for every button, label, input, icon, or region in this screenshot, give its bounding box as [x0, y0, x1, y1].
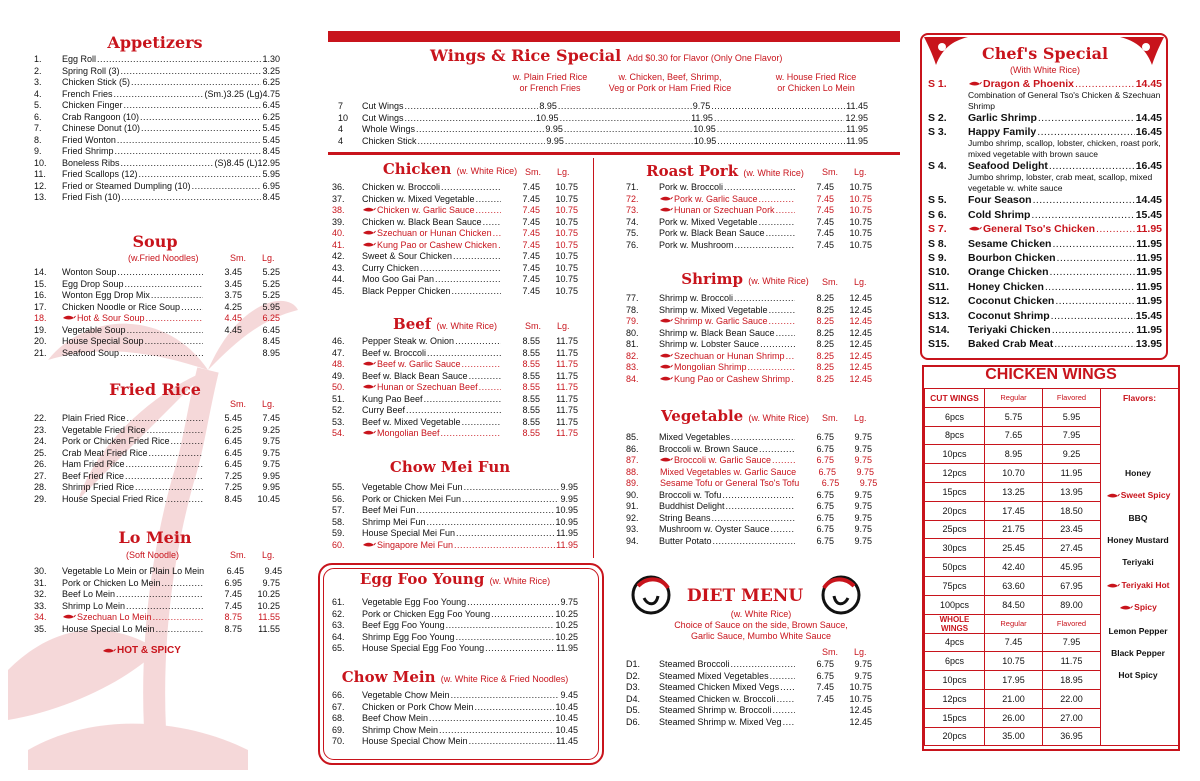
menu-item: 3. Chicken Stick (5) ..... 6.25: [34, 77, 280, 89]
wings-row: 4pcs 7.45 7.95: [925, 633, 1179, 652]
menu-item: 70. House Special Chow Mein ..... 11.45: [332, 736, 578, 748]
hot-pepper-icon: [659, 375, 673, 382]
menu-item: 67. Chicken or Pork Chow Mein ..... 10.45: [332, 702, 578, 714]
chow-mein-title: Chow Mein (w. White Rice & Fried Noodles): [341, 668, 569, 686]
hot-pepper-icon: [659, 206, 673, 213]
menu-item: 94. Butter Potato ..... 6.75 9.75: [626, 536, 872, 548]
wings-row: 20pcs 35.00 36.95: [925, 727, 1179, 746]
menu-item: 10 Cut Wings ..... 10.95 ..... 11.95 ..... 12.95: [338, 113, 868, 125]
chef-item-desc: Jumbo shrimp, scallop, lobster, chicken, roast pork, mixed vegetable with brown sauce: [968, 138, 1161, 159]
right-panel: [910, 0, 1200, 781]
menu-item: 89. Sesame Tofu or General Tso's Tofu 6.75 9.75: [626, 478, 878, 488]
menu-item: 58. Shrimp Mei Fun ..... 10.95: [332, 517, 578, 529]
chef-item: S 8. Sesame Chicken ..... 11.95: [928, 238, 1162, 250]
menu-item: 2. Spring Roll (3) ..... 3.25: [34, 66, 280, 78]
menu-item: 51. Kung Pao Beef ..... 8.55 11.75: [332, 394, 578, 406]
menu-item: 35. House Special Lo Mein ..... 8.75 11.55: [34, 624, 280, 636]
chicken-sm-label: Sm.: [525, 167, 542, 177]
menu-item: 79. Shrimp w. Garlic Sauce ..... 8.25 12.45: [626, 316, 872, 328]
menu-item: 40. Szechuan or Hunan Chicken ..... 7.45 10.75: [332, 228, 578, 240]
chicken-wings-title: CHICKEN WINGS: [985, 366, 1117, 383]
menu-item: 52. Curry Beef ..... 8.55 11.75: [332, 405, 578, 417]
column-divider: [593, 158, 594, 558]
menu-item: 46. Pepper Steak w. Onion ..... 8.55 11.75: [332, 336, 578, 348]
wings-row: 25pcs 21.75 23.45: [925, 520, 1179, 539]
fried_rice-lg-label: Lg.: [262, 399, 275, 409]
menu-item: 20. House Special Soup ..... 8.45: [34, 336, 280, 348]
flavored-label: Flavored: [1043, 614, 1101, 633]
chef-item: S14. Teriyaki Chicken ..... 11.95: [928, 324, 1162, 336]
menu-item: 12. Fried or Steamed Dumpling (10) ..... 6.95: [34, 181, 280, 193]
menu-item: 78. Shrimp w. Mixed Vegetable ..... 8.25 12.45: [626, 305, 872, 317]
hot-pepper-icon: [659, 195, 673, 202]
wings-row: 8pcs 7.65 7.95: [925, 426, 1179, 445]
menu-item: 32. Beef Lo Mein ..... 7.45 10.25: [34, 589, 280, 601]
cut-wings-label: CUT WINGS: [925, 389, 985, 408]
menu-item: 11. Fried Scallops (12) ..... 5.95: [34, 169, 280, 181]
soup-title: Soup: [132, 232, 178, 251]
menu-item: 90. Broccoli w. Tofu ..... 6.75 9.75: [626, 490, 872, 502]
menu-item: 85. Mixed Vegetables ..... 6.75 9.75: [626, 432, 872, 444]
menu-item: 75. Pork w. Black Bean Sauce ..... 7.45 10.75: [626, 228, 872, 240]
menu-item: 81. Shrimp w. Lobster Sauce ..... 8.25 12.45: [626, 339, 872, 351]
menu-item: 33. Shrimp Lo Mein ..... 7.45 10.25: [34, 601, 280, 613]
menu-item: 65. House Special Egg Foo Young ..... 11.95: [332, 643, 578, 655]
flavor-item: Lemon Pepper: [1108, 626, 1168, 636]
menu-item: 7. Chinese Donut (10) ..... 5.45: [34, 123, 280, 135]
menu-item: 26. Ham Fried Rice ..... 6.45 9.75: [34, 459, 280, 471]
menu-item: 68. Beef Chow Mein ..... 10.45: [332, 713, 578, 725]
regular-label: Regular: [985, 389, 1043, 408]
menu-item: 93. Mushroom w. Oyster Sauce ..... 6.75 9.75: [626, 524, 872, 536]
chef-item: S10. Orange Chicken ..... 11.95: [928, 266, 1162, 278]
chef-item: S 1. Dragon & Phoenix ..... 14.45 Combination of General Tso's Chicken & Szechuan Shrimp: [928, 78, 1162, 111]
left-panel: [0, 0, 300, 781]
shrimp-title: Shrimp (w. White Rice): [681, 270, 809, 288]
hot-pepper-icon: [362, 360, 376, 367]
menu-item: 83. Mongolian Shrimp ..... 8.25 12.45: [626, 362, 872, 374]
menu-item: 36. Chicken w. Broccoli ..... 7.45 10.75: [332, 182, 578, 194]
menu-item: D4. Steamed Chicken w. Broccoli ..... 7.45 10.75: [626, 694, 872, 706]
flavor-item: Spicy: [1098, 602, 1178, 612]
menu-item: 28. Shrimp Fried Rice ..... 7.25 9.95: [34, 482, 280, 494]
hot-pepper-icon: [362, 541, 376, 548]
chef-item: S 5. Four Season ..... 14.45: [928, 194, 1162, 206]
menu-item: 14. Wonton Soup ..... 3.45 5.25: [34, 267, 280, 279]
menu-item: 6. Crab Rangoon (10) ..... 6.25: [34, 112, 280, 124]
menu-item: 1. Egg Roll ..... 1.30: [34, 54, 280, 66]
wings-row: 20pcs 17.45 18.50: [925, 501, 1179, 520]
roast_pork-sm-label: Sm.: [822, 167, 839, 177]
chef-item-desc: Jumbo shrimp, lobster, crab meat, scallop, mixed vegetable w. white sauce: [968, 172, 1153, 193]
hot-pepper-icon: [659, 363, 673, 370]
wings-row: 6pcs 5.75 5.95: [925, 407, 1179, 426]
wings-row: 30pcs 25.45 27.45: [925, 539, 1179, 558]
menu-item: 37. Chicken w. Mixed Vegetable ..... 7.45 10.75: [332, 194, 578, 206]
vegetable-list: [626, 432, 878, 547]
wings-row: 100pcs 84.50 89.00: [925, 595, 1179, 614]
menu-item: 84. Kung Pao or Cashew Shrimp ..... 8.25 12.45: [626, 374, 872, 386]
menu-item: 17. Chicken Noodle or Rice Soup ..... 4.25 5.95: [34, 302, 280, 314]
wings-rice-title: Wings & Rice Special Add $0.30 for Flavor (Only One Flavor): [430, 46, 783, 65]
flavor-item: BBQ: [1128, 513, 1148, 523]
regular-label: Regular: [985, 614, 1043, 633]
vegetable-title: Vegetable (w. White Rice): [661, 407, 809, 425]
menu-item: D6. Steamed Shrimp w. Mixed Veg ..... 12.45: [626, 717, 872, 729]
menu-item: 69. Shrimp Chow Mein ..... 10.45: [332, 725, 578, 737]
menu-item: 77. Shrimp w. Broccoli ..... 8.25 12.45: [626, 293, 872, 305]
soup-lg-label: Lg.: [262, 253, 275, 263]
menu-item: D3. Steamed Chicken Mixed Vegs ..... 7.45 10.75: [626, 682, 872, 694]
wings-row: 6pcs 10.75 11.75: [925, 652, 1179, 671]
menu-item: 30. Vegetable Lo Mein or Plain Lo Mein 6.45 9.45: [34, 566, 283, 576]
hot-pepper-icon: [362, 383, 376, 390]
fried_rice-list: [34, 413, 280, 505]
chefs-special-title: Chef's Special: [981, 44, 1109, 63]
chef-item: S 3. Happy Family ..... 16.45 Jumbo shrimp, scallop, lobster, chicken, roast pork, mixed vegetable with brown sauce: [928, 126, 1162, 159]
wings-row: 10pcs 8.95 9.25: [925, 445, 1179, 464]
menu-item: 23. Vegetable Fried Rice ..... 6.25 9.25: [34, 425, 280, 437]
menu-item: 24. Pork or Chicken Fried Rice ..... 6.45 9.75: [34, 436, 280, 448]
chow-mei-fun-title: Chow Mei Fun: [389, 458, 511, 476]
flavor-item: Honey Mustard: [1107, 535, 1169, 545]
wings-row: 75pcs 63.60 67.95: [925, 576, 1179, 595]
diet-desc: Choice of Sauce on the side, Brown Sauce, Garlic Sauce, Mumbo White Sauce: [674, 620, 848, 641]
menu-item: 57. Beef Mei Fun ..... 10.95: [332, 505, 578, 517]
chef-item: S 2. Garlic Shrimp ..... 14.45: [928, 112, 1162, 124]
menu-item: 55. Vegetable Chow Mei Fun ..... 9.95: [332, 482, 578, 494]
hot-pepper-icon: [62, 613, 76, 620]
menu-item: 39. Chicken w. Black Bean Sauce ..... 7.45 10.75: [332, 217, 578, 229]
wings-rice-list: [338, 101, 868, 147]
menu-item: 4 Whole Wings ..... 9.95 ..... 10.95 ..... 11.95: [338, 124, 868, 136]
menu-item: 71. Pork w. Broccoli ..... 7.45 10.75: [626, 182, 872, 194]
menu-item: 15. Egg Drop Soup ..... 3.45 5.25: [34, 279, 280, 291]
menu-item: 31. Pork or Chicken Lo Mein ..... 6.95 9.75: [34, 578, 280, 590]
menu-item: 74. Pork w. Mixed Vegetable ..... 7.45 10.75: [626, 217, 872, 229]
soup-list: [34, 267, 280, 359]
menu-item: 61. Vegetable Egg Foo Young ..... 9.75: [332, 597, 578, 609]
menu-item: 60. Singapore Mei Fun ..... 11.95: [332, 540, 578, 552]
menu-item: 29. House Special Fried Rice ..... 8.45 10.45: [34, 494, 280, 506]
menu-item: 59. House Special Mei Fun ..... 11.95: [332, 528, 578, 540]
menu-item: 7 Cut Wings ..... 8.95 ..... 9.75 ..... 11.45: [338, 101, 868, 113]
menu-item: 34. Szechuan Lo Mein ..... 8.75 11.55: [34, 612, 280, 624]
menu-item: 19. Vegetable Soup ..... 4.45 6.45: [34, 325, 280, 337]
lo_mein-list: [34, 566, 283, 635]
shrimp-sm-label: Sm.: [822, 277, 839, 287]
diet-sm-label: Sm.: [822, 647, 839, 657]
hot-spicy-legend: HOT & SPICY: [102, 645, 181, 656]
menu-item: 45. Black Pepper Chicken ..... 7.45 10.75: [332, 286, 578, 298]
hot-pepper-icon: [362, 241, 376, 248]
menu-item: D1. Steamed Broccoli ..... 6.75 9.75: [626, 659, 872, 671]
shrimp-list: [626, 293, 872, 385]
wr-col3-header: w. House Fried Rice or Chicken Lo Mein: [775, 72, 857, 93]
wings-table: [924, 388, 1179, 746]
wings-row: 15pcs 26.00 27.00: [925, 708, 1179, 727]
menu-item: 86. Broccoli w. Brown Sauce ..... 6.75 9.75: [626, 444, 872, 456]
beef-list: [332, 336, 578, 440]
menu-item: 44. Moo Goo Gai Pan ..... 7.45 10.75: [332, 274, 578, 286]
menu-item: 88. Mixed Vegetables w. Garlic Sauce 6.75 9.75: [626, 466, 875, 477]
lo_mein-lg-label: Lg.: [262, 550, 275, 560]
menu-item: 18. Hot & Sour Soup ..... 4.45 6.25: [34, 313, 280, 325]
lo-mein-sub: (Soft Noodle): [126, 550, 180, 560]
hot-pepper-icon: [968, 80, 982, 87]
diet-menu-box: [318, 563, 604, 765]
hot-pepper-icon: [659, 456, 673, 463]
menu-item: 22. Plain Fried Rice ..... 5.45 7.45: [34, 413, 280, 425]
menu-item: 4. French Fries ..... (Sm.)3.25 (Lg)4.75: [34, 89, 280, 101]
wings-row: 15pcs 13.25 13.95: [925, 482, 1179, 501]
wings-row: 10pcs 17.95 18.95: [925, 671, 1179, 690]
menu-item: 47. Beef w. Broccoli ..... 8.55 11.75: [332, 348, 578, 360]
vegetable-lg-label: Lg.: [854, 413, 867, 423]
hot-pepper-icon: [362, 429, 376, 436]
menu-item: 87. Broccoli w. Garlic Sauce ..... 6.75 9.75: [626, 455, 872, 467]
chow_mei_fun-list: [332, 482, 578, 551]
chef-item: S15. Baked Crab Meat ..... 13.95: [928, 338, 1162, 350]
chefs-special-list: [928, 78, 1162, 353]
flavors-label: Flavors:: [1101, 389, 1179, 408]
menu-item: D2. Steamed Mixed Vegetables ..... 6.75 9.75: [626, 671, 872, 683]
flavored-label: Flavored: [1043, 389, 1101, 408]
soup-sm-label: Sm.: [230, 253, 247, 263]
roast_pork-list: [626, 182, 872, 251]
menu-item: 66. Vegetable Chow Mein ..... 9.45: [332, 690, 578, 702]
flavor-item: Honey: [1125, 468, 1151, 478]
flavor-item: Teriyaki Hot: [1098, 580, 1178, 590]
menu-item: 80. Shrimp w. Black Bean Sauce ..... 8.25 12.45: [626, 328, 872, 340]
wings-row: 12pcs 21.00 22.00: [925, 689, 1179, 708]
chicken-title: Chicken (w. White Rice): [382, 160, 518, 178]
hot-pepper-icon: [362, 229, 376, 236]
appetizers-title: Appetizers: [107, 33, 203, 52]
hot-pepper-icon: [1106, 492, 1120, 499]
chicken-lg-label: Lg.: [557, 167, 570, 177]
diet-lg-label: Lg.: [854, 647, 867, 657]
menu-item: 82. Szechuan or Hunan Shrimp ..... 8.25 12.45: [626, 351, 872, 363]
menu-item: 4 Chicken Stick ..... 9.95 ..... 10.95 ..... 11.95: [338, 136, 868, 148]
wr-col2-header: w. Chicken, Beef, Shrimp, Veg or Pork or Ham Fried Rice: [608, 72, 732, 93]
hot-pepper-icon: [1119, 604, 1133, 611]
vegetable-sm-label: Sm.: [822, 413, 839, 423]
menu-item: 48. Beef w. Garlic Sauce ..... 8.55 11.75: [332, 359, 578, 371]
diet-sub: (w. White Rice): [730, 609, 792, 619]
appetizers-list: [34, 54, 280, 204]
menu-item: 76. Pork w. Mushroom ..... 7.45 10.75: [626, 240, 872, 252]
menu-item: D5. Steamed Shrimp w. Broccoli ..... 12.45: [626, 705, 872, 717]
chef-item-desc: Combination of General Tso's Chicken & Szechuan Shrimp: [968, 90, 1161, 111]
flavor-item: Sweet Spicy: [1098, 490, 1178, 500]
roast_pork-lg-label: Lg.: [854, 167, 867, 177]
menu-item: 91. Buddhist Delight ..... 6.75 9.75: [626, 501, 872, 513]
menu-item: 64. Shrimp Egg Foo Young ..... 10.25: [332, 632, 578, 644]
menu-item: 9. Fried Shrimp ..... 8.45: [34, 146, 280, 158]
menu-item: 53. Beef w. Mixed Vegetable ..... 8.55 11.75: [332, 417, 578, 429]
diet-title: DIET MENU: [686, 586, 804, 606]
flavor-item: Teriyaki: [1122, 557, 1154, 567]
menu-item: 62. Pork or Chicken Egg Foo Young ..... 10.25: [332, 609, 578, 621]
whole-wings-label: WHOLE WINGS: [925, 614, 985, 633]
menu-item: 56. Pork or Chicken Mei Fun ..... 9.95: [332, 494, 578, 506]
diet-list: [626, 659, 872, 728]
beef-lg-label: Lg.: [557, 321, 570, 331]
wr-col1-header: w. Plain Fried Rice or French Fries: [512, 72, 588, 93]
hot-pepper-icon: [62, 314, 76, 321]
chef-item: S 4. Seafood Delight ..... 16.45 Jumbo shrimp, lobster, crab meat, scallop, mixed vegetable w. white sauce: [928, 160, 1162, 193]
menu-item: 41. Kung Pao or Cashew Chicken ..... 7.45 10.75: [332, 240, 578, 252]
chef-item: S 9. Bourbon Chicken ..... 11.95: [928, 252, 1162, 264]
roast-pork-title: Roast Pork (w. White Rice): [646, 162, 804, 180]
wings-row: 50pcs 42.40 45.95: [925, 558, 1179, 577]
chicken-list: [332, 182, 578, 297]
beef-title: Beef (w. White Rice): [393, 315, 497, 333]
menu-item: 21. Seafood Soup ..... 8.95: [34, 348, 280, 360]
lo_mein-sm-label: Sm.: [230, 550, 247, 560]
menu-item: 42. Sweet & Sour Chicken ..... 7.45 10.75: [332, 251, 578, 263]
menu-item: 13. Fried Fish (10) ..... 8.45: [34, 192, 280, 204]
menu-item: 38. Chicken w. Garlic Sauce ..... 7.45 10.75: [332, 205, 578, 217]
hot-pepper-icon: [1106, 582, 1120, 589]
chef-item: S13. Coconut Shrimp ..... 15.45: [928, 310, 1162, 322]
chef-item: S 6. Cold Shrimp ..... 15.45: [928, 209, 1162, 221]
menu-item: 73. Hunan or Szechuan Pork ..... 7.45 10.75: [626, 205, 872, 217]
hot-pepper-icon: [968, 225, 982, 232]
lo-mein-title: Lo Mein: [118, 528, 192, 547]
menu-item: 16. Wonton Egg Drop Mix ..... 3.75 5.25: [34, 290, 280, 302]
soup-sub: (w.Fried Noodles): [128, 253, 199, 263]
menu-item: 10. Boneless Ribs ..... (S)8.45 (L)12.95: [34, 158, 280, 170]
menu-item: 92. String Beans ..... 6.75 9.75: [626, 513, 872, 525]
hot-pepper-icon: [362, 206, 376, 213]
menu-item: 5. Chicken Finger ..... 6.45: [34, 100, 280, 112]
menu-item: 72. Pork w. Garlic Sauce ..... 7.45 10.75: [626, 194, 872, 206]
chef-item: S11. Honey Chicken ..... 11.95: [928, 281, 1162, 293]
menu-item: 54. Mongolian Beef ..... 8.55 11.75: [332, 428, 578, 440]
chef-item: S 7. General Tso's Chicken ..... 11.95: [928, 223, 1162, 235]
hot-pepper-icon: [659, 352, 673, 359]
flavor-item: Hot Spicy: [1118, 670, 1158, 680]
shrimp-lg-label: Lg.: [854, 277, 867, 287]
wings-row: 12pcs 10.70 11.95: [925, 464, 1179, 483]
menu-item: 8. Fried Wonton ..... 5.45: [34, 135, 280, 147]
chef-item: S12. Coconut Chicken ..... 11.95: [928, 295, 1162, 307]
menu-item: 50. Hunan or Szechuan Beef ..... 8.55 11.75: [332, 382, 578, 394]
menu-item: 63. Beef Egg Foo Young ..... 10.25: [332, 620, 578, 632]
fried_rice-sm-label: Sm.: [230, 399, 247, 409]
divider-bar: [328, 152, 900, 155]
flavor-item: Black Pepper: [1111, 648, 1165, 658]
menu-item: 43. Curry Chicken ..... 7.45 10.75: [332, 263, 578, 275]
egg-foo-young-title: Egg Foo Young (w. White Rice): [359, 570, 551, 588]
menu-item: 27. Beef Fried Rice ..... 7.25 9.95: [34, 471, 280, 483]
fried-rice-title: Fried Rice: [109, 380, 201, 399]
top-red-bar: [328, 31, 900, 42]
menu-item: 25. Crab Meat Fried Rice ..... 6.45 9.75: [34, 448, 280, 460]
menu-item: 49. Beef w. Black Bean Sauce ..... 8.55 11.75: [332, 371, 578, 383]
chefs-special-sub: (With White Rice): [1009, 65, 1080, 75]
hot-pepper-icon: [102, 647, 116, 654]
hot-pepper-icon: [659, 317, 673, 324]
beef-sm-label: Sm.: [525, 321, 542, 331]
